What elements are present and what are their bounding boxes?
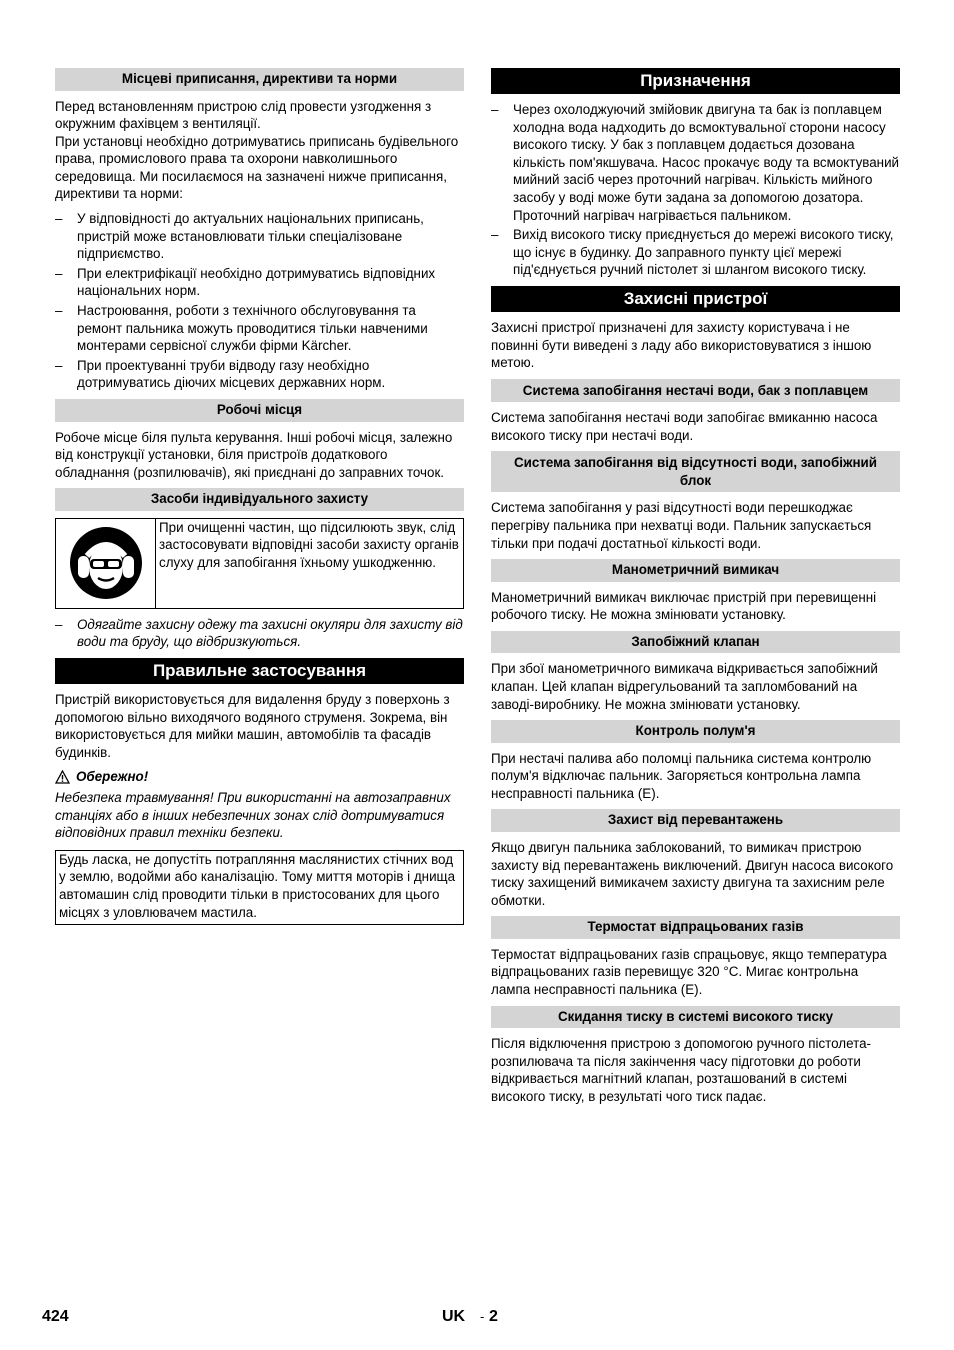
paragraph: Система запобігання нестачі води запобігає вмиканню насоса високого тиску при нестачі води. — [491, 410, 878, 443]
ppe-list — [55, 616, 464, 651]
paragraph: Перед встановленням пристрою слід провести узгодження з окружним фахівцем з вентиляції. — [55, 98, 432, 132]
list-item: – У відповідності до актуальних національних приписань, пристрій може встановлювати тільки спеціалізоване підприємство. — [55, 210, 464, 263]
environment-notice-box: Будь ласка, не допустіть потрапляння маслянистих стічних вод у землю, водойми або каналізацію. Тому миття моторів і днища автомашин слід проводити тільки в пристосованих для цього місцях з уловлювачем мастила. — [55, 850, 464, 925]
heading-workplaces: Робочі місця — [55, 399, 464, 422]
ppe-icon-cell — [56, 519, 156, 608]
heading-purpose: Призначення — [491, 68, 900, 94]
heading-overload-protection: Захист від перевантажень — [491, 809, 900, 832]
paragraph: При установці необхідно дотримуватись приписань будівельного права, промислового права та охорони навколишнього середовища. Ми посилаємося на зазначені нижче приписання, директиви та норми: — [55, 133, 459, 202]
right-column — [491, 68, 900, 1112]
warning-triangle-icon — [55, 770, 70, 784]
heading-water-absence: Система запобігання від відсутності води, запобіжний блок — [491, 451, 900, 492]
paragraph: При збої манометричного вимикача відкривається запобіжний клапан. Цей клапан відрегульований та запломбований на заводі-виробнику. Не можна змінювати установку. — [491, 661, 878, 712]
caution-label: Обережно! — [76, 769, 149, 785]
heading-ppe: Засоби індивідуального захисту — [55, 488, 464, 511]
paragraph: Після відключення пристрою з допомогою ручного пістолета-розпилювача та після закінчення часу підготовки до роботи відкривається магнітний клапан, розташований в системі високого тиску, в результаті чого тиск падає. — [491, 1036, 872, 1104]
paragraph: При нестачі палива або поломці пальника система контролю полум'я відключає пальник. Загоряється контрольна лампа несправності пальника (E). — [491, 750, 872, 801]
paragraph: Термостат відпрацьованих газів спрацьовує, якщо температура відпрацьованих газів перевищує 320 °C. Мигає контрольна лампа несправності пальника (E). — [491, 946, 887, 997]
ppe-box-text: При очищенні частин, що підсилюють звук, слід застосовувати відповідні засоби захисту органів слуху для запобігання їхньому ушкодженню. — [159, 519, 459, 570]
caution-text: Небезпека травмування! При використанні на автозаправних станціях або в інших небезпечних зонах слід дотримуватися відповідних правил техніки безпеки. — [55, 789, 451, 841]
purpose-list — [491, 101, 900, 279]
paragraph: Захисні пристрої призначені для захисту користувача і не повинні бути виведені з ладу або використовуватися з іншою метою. — [491, 319, 872, 371]
ear-eye-protection-icon — [69, 526, 143, 600]
heading-exhaust-thermostat: Термостат відпрацьованих газів — [491, 916, 900, 939]
heading-local-regulations: Місцеві приписання, директиви та норми — [55, 68, 464, 91]
language-code: UK — [442, 1308, 466, 1325]
paragraph: Якщо двигун пальника заблокований, то вимикач пристрою захисту від перевантажень виключений. Двигун насоса високого тиску захищений вимикачем захисту двигуна та захисним реле обмотки. — [491, 839, 894, 908]
heading-proper-use: Правильне застосування — [55, 658, 464, 684]
ppe-notice-box — [55, 518, 464, 609]
heading-water-shortage: Система запобігання нестачі води, бак з поплавцем — [491, 379, 900, 403]
list-item: – Вихід високого тиску приєднується до мережі високого тиску, що існує в будинку. До заправного пункту цієї мережі під'єднується ручний пістолет зі шлангом високого тиску. — [491, 226, 900, 279]
language-page-number: 2 — [489, 1308, 498, 1325]
page-number: 424 — [42, 1308, 69, 1325]
list-item: – Одягайте захисну одежу та захисні окуляри для захисту від води та бруду, що відбризкуються. — [55, 616, 464, 651]
caution-line — [55, 768, 464, 786]
heading-pressure-switch: Манометричний вимикач — [491, 559, 900, 582]
heading-pressure-relief: Скидання тиску в системі високого тиску — [491, 1006, 900, 1029]
paragraph: Пристрій використовується для видалення бруду з поверхонь з допомогою вільно виходячого водяного струменя. Зокрема, він використовується для мийки машин, автомобілів та фасадів будинків. — [55, 691, 450, 760]
heading-flame-control: Контроль полум'я — [491, 720, 900, 743]
language-separator: - — [480, 1309, 485, 1324]
list-item: – При проектуванні труби відводу газу необхідно дотримуватись діючих місцевих державних норм. — [55, 357, 464, 392]
list-item: – При електрифікації необхідно дотримуватись відповідних національних норм. — [55, 265, 464, 300]
heading-safety-valve: Запобіжний клапан — [491, 631, 900, 654]
regulations-list — [55, 210, 464, 392]
list-item: – Настроювання, роботи з технічного обслуговування та ремонт пальника можуть проводитися тільки навченими монтерами сервісної служби фірми Kärcher. — [55, 302, 464, 355]
heading-safety-devices: Захисні пристрої — [491, 286, 900, 312]
paragraph: Робоче місце біля пульта керування. Інші робочі місця, залежно від конструкції установки, біля пристроїв додаткового обладнання (розпилювачів), які приєднані до заправних точок. — [55, 429, 453, 480]
paragraph: Манометричний вимикач виключає пристрій при перевищенні робочого тиску. Не можна змінювати установку. — [491, 589, 877, 623]
list-item: – Через охолоджуючий змійовик двигуна та бак із поплавцем холодна вода надходить до всмоктувальної сторони насосу високого тиску. У бак з поплавцем додається дозована кількість пом'якшувача. Насос прокачує воду та всмоктуваний мийний засіб через проточний нагрівач. Кількість мийного засобу у воді може бути задана за допомогою дозатора. Проточний нагрівач нагрівається пальником. — [491, 101, 900, 224]
left-column — [55, 68, 464, 925]
paragraph: Система запобігання у разі відсутності води перешкоджає перегріву пальника при нехватці води. Пальник запускається тільки при подачі достатньої кількості води. — [491, 500, 872, 551]
